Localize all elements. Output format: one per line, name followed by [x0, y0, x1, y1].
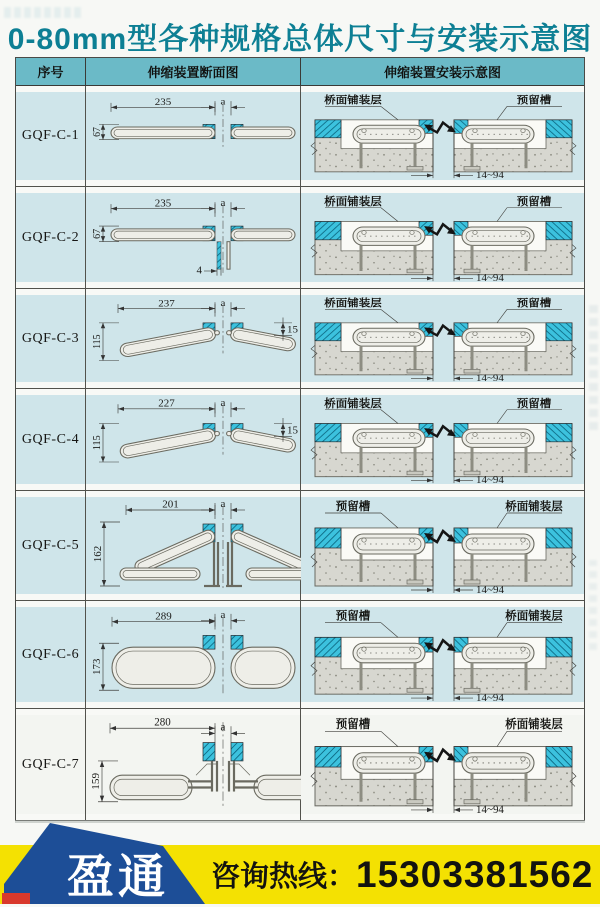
page-title: 0-80mm型各种规格总体尺寸与安装示意图	[7, 23, 593, 56]
table-row	[16, 490, 584, 600]
section-diagram	[86, 93, 301, 179]
table-row	[16, 288, 584, 388]
svg-text:a: a	[220, 720, 226, 733]
svg-text:a: a	[220, 497, 226, 510]
svg-text:预留槽: 预留槽	[516, 297, 552, 310]
install-diagram	[301, 93, 586, 179]
table-row	[16, 186, 584, 288]
svg-text:235: 235	[154, 97, 172, 108]
svg-text:预留槽: 预留槽	[516, 397, 552, 410]
svg-text:15: 15	[287, 324, 298, 336]
install-diagram	[301, 194, 586, 282]
svg-text:67: 67	[91, 127, 104, 137]
svg-text:预留槽: 预留槽	[335, 717, 371, 731]
install-cell	[301, 601, 584, 708]
row-id: GQF-C-7	[21, 756, 80, 772]
svg-text:14~94: 14~94	[476, 474, 504, 484]
install-cell	[301, 86, 584, 186]
svg-text:237: 237	[158, 298, 175, 309]
svg-text:桥面铺装层: 桥面铺装层	[324, 297, 382, 310]
spec-table	[15, 57, 585, 821]
brand-logo: 盈通	[67, 850, 169, 903]
scan-artifact	[589, 560, 597, 650]
svg-text:桥面铺装层: 桥面铺装层	[505, 610, 563, 623]
section-cell	[86, 289, 301, 388]
section-cell	[86, 601, 301, 708]
table-header	[16, 58, 584, 86]
row-id-cell	[16, 86, 86, 186]
row-id: GQF-C-6	[21, 646, 80, 662]
svg-text:14~94: 14~94	[476, 373, 504, 382]
row-id-cell	[16, 709, 86, 820]
svg-text:a: a	[220, 608, 226, 621]
install-diagram	[301, 608, 586, 702]
section-cell	[86, 389, 301, 490]
svg-text:280: 280	[154, 716, 171, 729]
svg-text:67: 67	[91, 228, 104, 239]
svg-text:289: 289	[155, 609, 172, 622]
row-id-cell	[16, 289, 86, 388]
hotline-colon: ：	[327, 861, 357, 893]
install-diagram	[301, 716, 586, 814]
row-id-cell	[16, 389, 86, 490]
svg-text:14~94: 14~94	[476, 803, 504, 814]
svg-text:115: 115	[91, 434, 104, 450]
table-row	[16, 86, 584, 186]
section-cell	[86, 86, 301, 186]
table-row	[16, 388, 584, 490]
section-diagram	[86, 716, 301, 814]
svg-text:173: 173	[90, 658, 104, 675]
svg-text:预留槽: 预留槽	[516, 95, 552, 107]
header-serial: 序号	[16, 58, 86, 85]
svg-text:预留槽: 预留槽	[335, 610, 371, 623]
section-cell	[86, 187, 301, 288]
svg-text:227: 227	[158, 398, 175, 409]
table-row	[16, 708, 584, 820]
row-id: GQF-C-4	[21, 431, 80, 447]
svg-text:115: 115	[91, 333, 104, 349]
section-diagram	[86, 296, 301, 382]
table-row	[16, 600, 584, 708]
section-cell	[86, 709, 301, 820]
row-id: GQF-C-3	[21, 330, 80, 346]
svg-text:预留槽: 预留槽	[516, 195, 552, 208]
svg-text:a: a	[220, 197, 226, 209]
install-cell	[301, 389, 584, 490]
row-id: GQF-C-5	[21, 537, 80, 553]
svg-text:桥面铺装层: 桥面铺装层	[505, 500, 563, 513]
row-id: GQF-C-1	[21, 128, 80, 143]
header-section: 伸缩装置断面图	[86, 58, 301, 85]
svg-text:201: 201	[162, 498, 179, 510]
svg-text:14~94: 14~94	[476, 691, 504, 702]
svg-text:a: a	[220, 97, 226, 108]
section-cell	[86, 491, 301, 600]
svg-text:桥面铺装层: 桥面铺装层	[324, 95, 382, 107]
svg-text:15: 15	[287, 425, 298, 436]
table-body	[16, 86, 584, 820]
row-id-cell	[16, 601, 86, 708]
install-diagram	[301, 498, 586, 594]
svg-text:桥面铺装层: 桥面铺装层	[505, 717, 563, 731]
section-diagram	[86, 608, 301, 702]
svg-text:14~94: 14~94	[476, 272, 504, 282]
svg-text:预留槽: 预留槽	[335, 500, 371, 513]
install-diagram	[301, 296, 586, 382]
section-diagram	[86, 194, 301, 282]
svg-text:235: 235	[154, 198, 172, 209]
install-diagram	[301, 396, 586, 484]
svg-text:桥面铺装层: 桥面铺装层	[324, 397, 382, 410]
install-cell	[301, 289, 584, 388]
svg-text:4: 4	[196, 265, 202, 277]
row-id: GQF-C-2	[21, 229, 80, 245]
install-cell	[301, 187, 584, 288]
hotline-label: 咨询热线	[211, 861, 328, 893]
section-diagram	[86, 396, 301, 484]
hotline-phone: 15303381562	[356, 853, 594, 895]
svg-text:a: a	[220, 297, 226, 309]
section-diagram	[86, 498, 301, 594]
svg-text:a: a	[220, 397, 226, 409]
hotline	[211, 845, 593, 904]
install-cell	[301, 709, 584, 820]
svg-text:159: 159	[90, 772, 102, 790]
red-accent	[2, 893, 30, 904]
row-id-cell	[16, 187, 86, 288]
svg-text:桥面铺装层: 桥面铺装层	[324, 195, 382, 208]
svg-text:14~94: 14~94	[476, 583, 504, 594]
scan-artifact	[589, 300, 598, 430]
header-install: 伸缩装置安装示意图	[383, 65, 501, 80]
row-id-cell	[16, 491, 86, 600]
install-cell	[301, 491, 584, 600]
svg-text:162: 162	[92, 545, 104, 562]
svg-text:14~94: 14~94	[476, 170, 504, 179]
